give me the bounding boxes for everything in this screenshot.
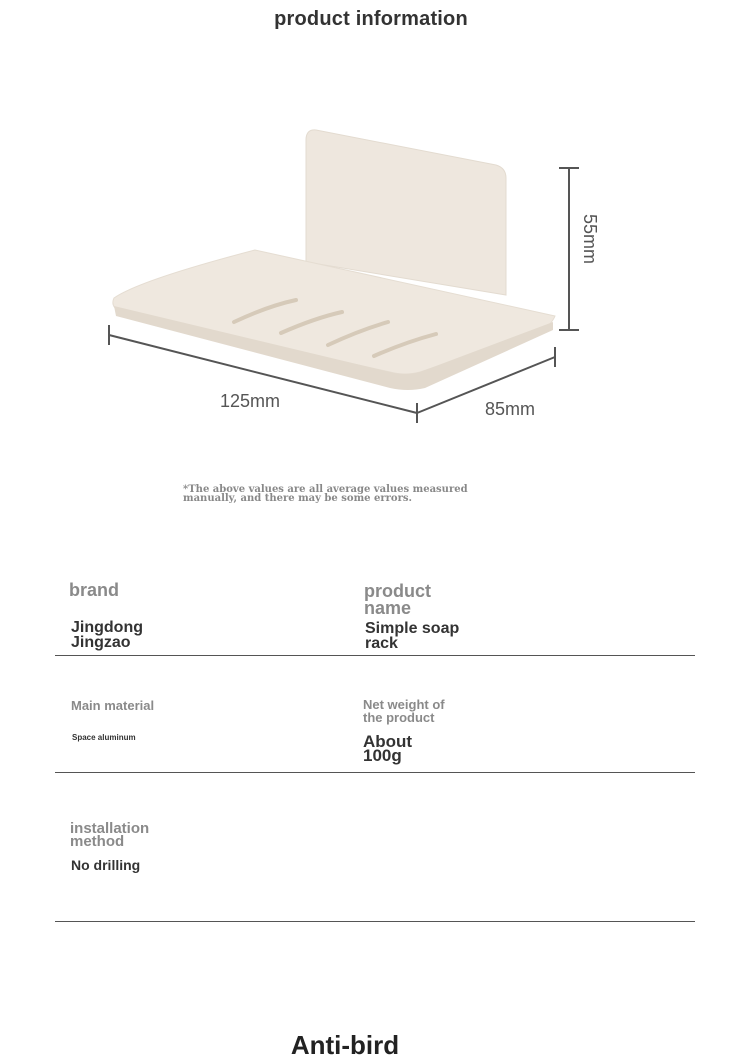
- net-weight-label: Net weight of the product: [363, 697, 445, 725]
- product-dimension-illustration: [0, 110, 750, 440]
- width-label: 85mm: [485, 399, 536, 419]
- height-label: 55mm: [580, 214, 600, 265]
- length-label: 125mm: [220, 391, 281, 411]
- product-name-label: product name: [364, 581, 431, 618]
- divider: [55, 655, 695, 656]
- installation-method-label: installation method: [70, 820, 150, 850]
- divider: [55, 921, 695, 922]
- net-weight-value: About 100g: [363, 732, 413, 765]
- installation-method-value: No drilling: [71, 857, 141, 873]
- main-material-label: Main material: [71, 698, 155, 713]
- brand-label: brand: [69, 580, 120, 600]
- divider: [55, 772, 695, 773]
- measurement-note: *The above values are all average values measured manually, and there may be some errors.: [183, 484, 468, 504]
- main-material-value: Space aluminum: [72, 733, 136, 742]
- next-section-heading: Anti-bird: [290, 1030, 400, 1060]
- page-title: product information: [274, 8, 468, 30]
- brand-value: Jingdong Jingzao: [71, 619, 143, 651]
- product-name-value: Simple soap rack: [365, 620, 460, 652]
